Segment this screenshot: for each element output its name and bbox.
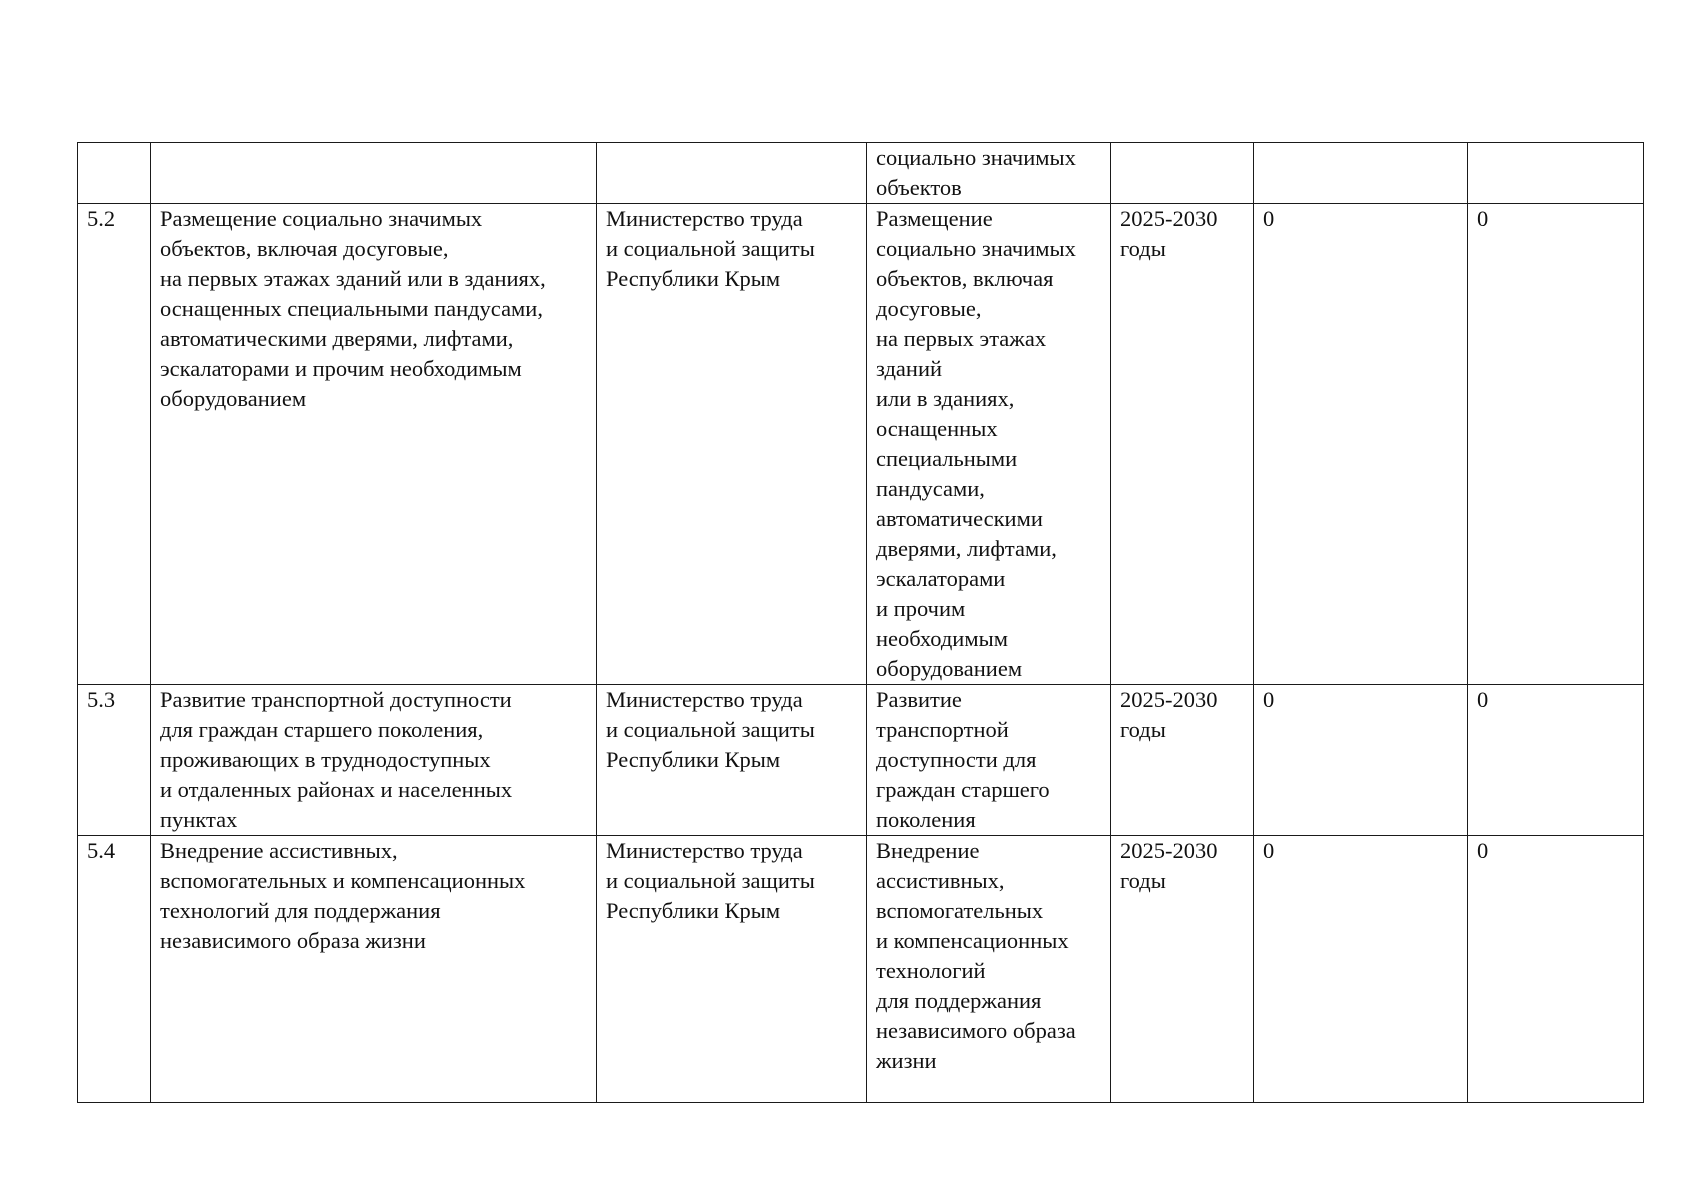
cell-period: 2025-2030 годы	[1111, 204, 1254, 685]
cell-responsible: Министерство труда и социальной защиты Республики Крым	[597, 685, 867, 836]
cell-number: 5.3	[78, 685, 151, 836]
cell-event	[151, 143, 597, 204]
cell-value-1	[1254, 143, 1468, 204]
cell-value-2: 0	[1468, 685, 1644, 836]
table-row-5-4	[78, 836, 1644, 1103]
cell-value-1: 0	[1254, 836, 1468, 1103]
cell-period	[1111, 143, 1254, 204]
cell-result: Внедрение ассистивных, вспомогательных и компенсационных технологий для поддержания независимого образа жизни	[867, 836, 1111, 1103]
cell-responsible: Министерство труда и социальной защиты Республики Крым	[597, 836, 867, 1103]
cell-value-2	[1468, 143, 1644, 204]
cell-period: 2025-2030 годы	[1111, 836, 1254, 1103]
cell-responsible: Министерство труда и социальной защиты Республики Крым	[597, 204, 867, 685]
table-row-continuation	[78, 143, 1644, 204]
cell-result: социально значимых объектов	[867, 143, 1111, 204]
cell-result: Размещение социально значимых объектов, включая досуговые, на первых этажах зданий или в зданиях, оснащенных специальными пандусами, автоматическими дверями, лифтами, эскалаторами и прочим необходимым оборудованием	[867, 204, 1111, 685]
table-row-5-3	[78, 685, 1644, 836]
cell-event: Размещение социально значимых объектов, включая досуговые, на первых этажах зданий или в зданиях, оснащенных специальными пандусами, автоматическими дверями, лифтами, эскалаторами и прочим необходимым оборудованием	[151, 204, 597, 685]
cell-value-1: 0	[1254, 204, 1468, 685]
cell-value-1: 0	[1254, 685, 1468, 836]
cell-number	[78, 143, 151, 204]
cell-value-2: 0	[1468, 836, 1644, 1103]
cell-event: Развитие транспортной доступности для граждан старшего поколения, проживающих в труднодоступных и отдаленных районах и населенных пунктах	[151, 685, 597, 836]
cell-period: 2025-2030 годы	[1111, 685, 1254, 836]
table-row-5-2	[78, 204, 1644, 685]
cell-responsible	[597, 143, 867, 204]
cell-result: Развитие транспортной доступности для граждан старшего поколения	[867, 685, 1111, 836]
cell-number: 5.4	[78, 836, 151, 1103]
cell-number: 5.2	[78, 204, 151, 685]
cell-value-2: 0	[1468, 204, 1644, 685]
cell-event: Внедрение ассистивных, вспомогательных и компенсационных технологий для поддержания независимого образа жизни	[151, 836, 597, 1103]
measures-table	[77, 142, 1644, 1103]
